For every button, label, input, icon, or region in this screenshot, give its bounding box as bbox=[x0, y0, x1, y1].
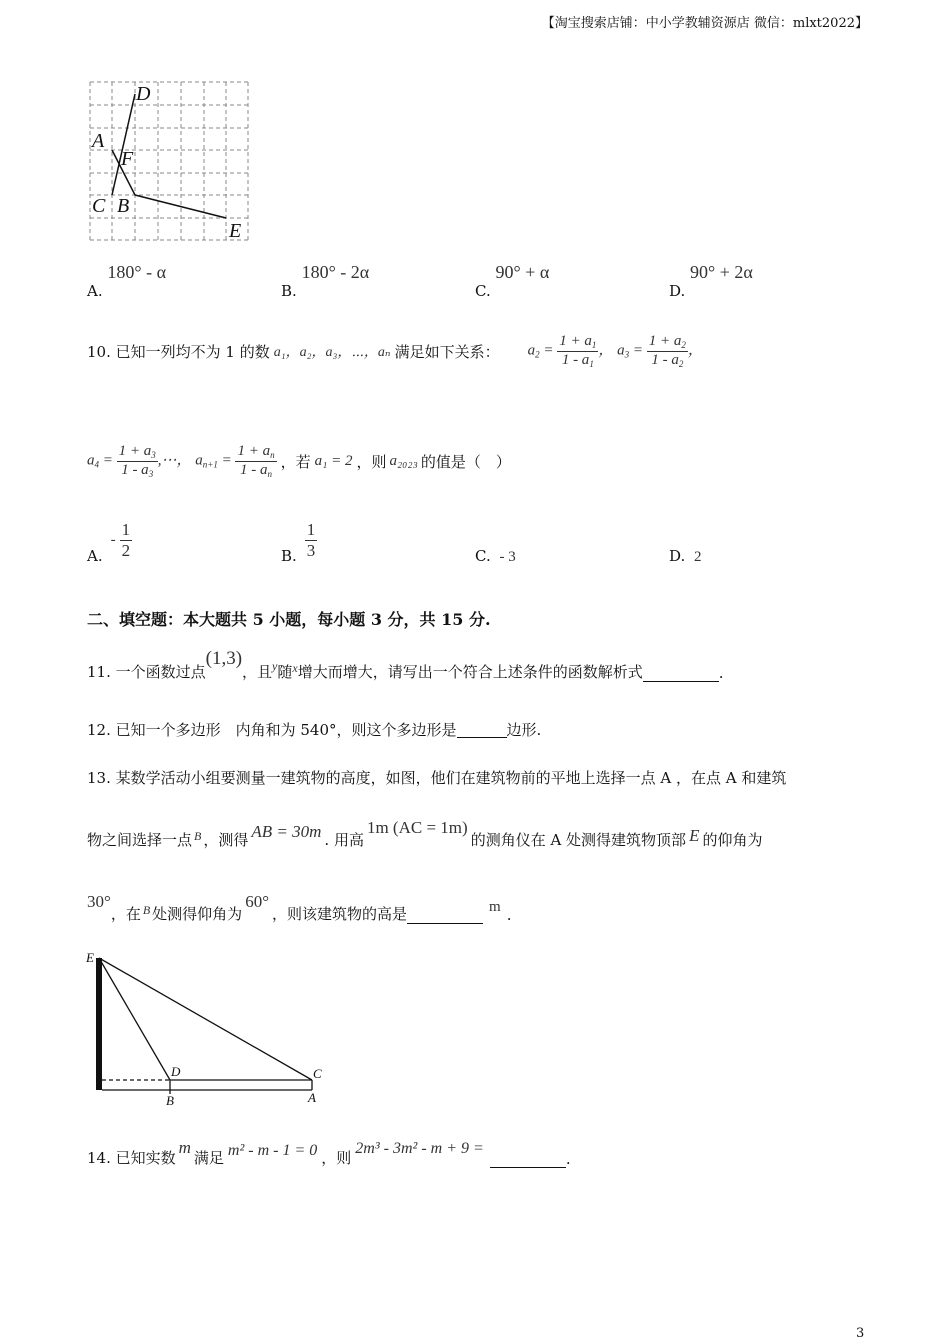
label-D: D bbox=[136, 83, 151, 105]
q13-line3 bbox=[87, 888, 511, 924]
q13-height: 1m (AC = 1m) bbox=[366, 818, 468, 837]
label-C: C bbox=[313, 1066, 322, 1081]
q14-condition: m² - m - 1 = 0 bbox=[227, 1142, 318, 1159]
option-expr: 90° + α bbox=[495, 262, 550, 282]
q9-option-c bbox=[475, 262, 550, 300]
q9-option-a bbox=[87, 262, 167, 300]
q12 bbox=[87, 719, 541, 740]
q11-point: (1,3) bbox=[205, 648, 243, 669]
q13-l3b: 处测得仰角为 bbox=[152, 905, 243, 923]
q9-option-b bbox=[281, 262, 370, 300]
option-letter: B. bbox=[281, 547, 297, 566]
q13-AB: AB = 30m bbox=[251, 822, 322, 841]
building bbox=[96, 958, 102, 1090]
page-number: 3 bbox=[856, 1326, 865, 1341]
page-header: 【淘宝搜索店铺：中小学教辅资源店 微信：mlxt2022】 bbox=[541, 16, 868, 31]
q14-p3: ，则 bbox=[321, 1149, 352, 1167]
answer-blank[interactable] bbox=[407, 909, 483, 924]
q10-mid: 满足如下关系： bbox=[394, 342, 500, 361]
q10-option-c bbox=[475, 547, 516, 566]
q14 bbox=[87, 1132, 571, 1168]
option-letter: D. bbox=[669, 547, 686, 565]
q13-l2c: . 用高 bbox=[324, 831, 364, 849]
q10-cond-text: ，若 bbox=[280, 452, 311, 471]
option-letter: C. bbox=[475, 282, 491, 300]
q13-deg60: 60° bbox=[245, 892, 269, 911]
q10-a1-eq: a₁ = 2 bbox=[314, 452, 353, 469]
option-expr: 180° - 2α bbox=[301, 262, 370, 282]
q10-end-text: 的值是（ ） bbox=[420, 452, 511, 471]
q10-target: a₂₀₂₃ bbox=[389, 452, 418, 469]
q14-m: m bbox=[178, 1138, 191, 1157]
q11-p3: 随 bbox=[277, 663, 293, 681]
q10-line2 bbox=[87, 436, 511, 486]
q11 bbox=[87, 646, 724, 682]
q10-line1 bbox=[87, 326, 703, 376]
label-A: A bbox=[308, 1090, 316, 1105]
option-value: - 3 bbox=[499, 549, 516, 565]
q13-end: . bbox=[506, 906, 512, 924]
q12-p2: 边形. bbox=[506, 721, 542, 739]
label-E: E bbox=[86, 950, 94, 965]
q10-recurrence-a2: $a_2$ = $\frac{1 + a_1}{1 - a_1}$ ， $a_3$ = $\frac{1 + a_2}{1 - a_2}$ ， bbox=[527, 333, 703, 369]
section-heading: 二、填空题：本大题共 5 小题，每小题 3 分，共 15 分. bbox=[87, 610, 491, 629]
q11-p2: ，且 bbox=[242, 663, 273, 681]
q13-line2 bbox=[87, 814, 762, 850]
option-expr: 180° - α bbox=[107, 262, 167, 282]
q13-l2b: ，测得 bbox=[203, 831, 249, 849]
q13-l3a: ，在 bbox=[110, 905, 141, 923]
q13-B2: B bbox=[142, 903, 151, 917]
option-letter: A. bbox=[87, 282, 103, 300]
option-letter: B. bbox=[281, 282, 297, 300]
label-B: B bbox=[117, 195, 130, 217]
label-F: F bbox=[121, 148, 134, 170]
q13-building-figure bbox=[84, 948, 334, 1108]
option-letter: C. bbox=[475, 547, 491, 565]
label-E: E bbox=[229, 220, 242, 242]
label-B: B bbox=[166, 1093, 174, 1108]
label-D: D bbox=[171, 1064, 181, 1079]
q13-l2a: 物之间选择一点 bbox=[87, 831, 193, 849]
q11-x: x bbox=[292, 661, 298, 675]
q13-B: B bbox=[194, 829, 202, 843]
q9-option-d bbox=[669, 262, 753, 300]
q13-l2e: 的仰角为 bbox=[702, 831, 763, 849]
label-A: A bbox=[92, 130, 105, 152]
q14-p2: 满足 bbox=[193, 1149, 224, 1167]
q9-grid-figure bbox=[86, 80, 256, 244]
answer-blank[interactable] bbox=[643, 667, 719, 682]
option-expr: 90° + 2α bbox=[690, 262, 753, 282]
q11-p1: 11. 一个函数过点 bbox=[87, 663, 206, 681]
q11-y: y bbox=[272, 659, 278, 673]
fraction-one-third: $\frac{1}{3}$ bbox=[306, 520, 316, 560]
label-C: C bbox=[92, 195, 106, 217]
answer-blank[interactable] bbox=[457, 723, 507, 738]
q14-end: . bbox=[565, 1150, 571, 1168]
q14-expression: 2m³ - 3m² - m + 9 = bbox=[355, 1140, 484, 1157]
answer-blank[interactable] bbox=[490, 1153, 566, 1168]
q10-option-a: A. - $\frac{1}{2}$ bbox=[87, 520, 131, 566]
q13-E: E bbox=[689, 826, 700, 845]
q10-sequence: a₁，a₂，a₃，⋯，aₙ bbox=[273, 345, 391, 360]
q13-deg30: 30° bbox=[87, 892, 111, 911]
q10-option-d bbox=[669, 547, 702, 566]
q10-option-b bbox=[281, 520, 317, 566]
q13-line1: 13. 某数学活动小组要测量一建筑物的高度，如图，他们在建筑物前的平地上选择一点 A ，在点 A 和建筑 bbox=[87, 769, 787, 787]
option-letter: A. bbox=[87, 547, 103, 566]
option-value: 2 bbox=[694, 549, 702, 565]
q10-prefix: 10. 已知一列均不为 1 的数 bbox=[87, 342, 270, 361]
q13-unit: m bbox=[489, 899, 501, 915]
q10-recurrence-a4: $a_4$ = $\frac{1 + a_3}{1 - a_3}$ ,⋯， $a_{n+1}$ = $\frac{1 + a_n}{1 - a_n}$ bbox=[87, 443, 275, 479]
q12-p1: 12. 已知一个多边形 内角和为 540°，则这个多边形是 bbox=[87, 721, 457, 739]
q13-l3c: ，则该建筑物的高是 bbox=[272, 905, 408, 923]
q14-p1: 14. 已知实数 bbox=[87, 1149, 176, 1167]
q13-l2d: 的测角仪在 A 处测得建筑物顶部 bbox=[470, 831, 687, 849]
option-letter: D. bbox=[669, 282, 686, 300]
fraction-one-half: $\frac{1}{2}$ bbox=[121, 520, 131, 560]
q10-then-text: ，则 bbox=[356, 452, 387, 471]
grid-lines bbox=[90, 82, 248, 240]
q11-end: . bbox=[718, 664, 724, 682]
q11-p4: 增大而增大，请写出一个符合上述条件的函数解析式 bbox=[297, 663, 643, 681]
